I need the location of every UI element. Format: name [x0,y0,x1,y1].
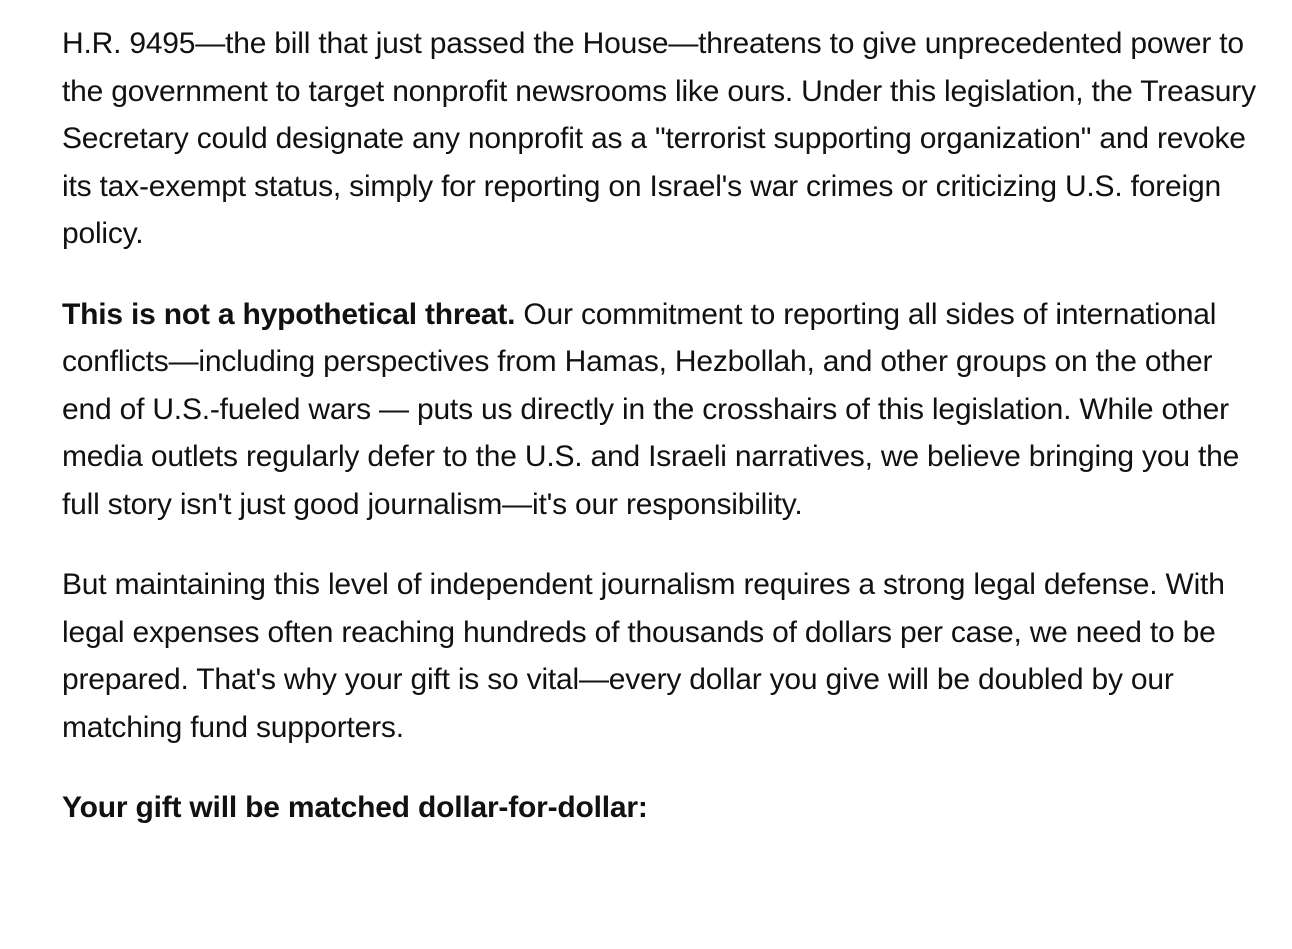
matching-heading: Your gift will be matched dollar-for-dollar: [62,791,648,824]
article-body [62,20,1262,832]
threat-body: Our commitment to reporting all sides of international conflicts—including perspectives from Hamas, Hezbollah, and other groups on the other end of U.S.-fueled wars — puts us directly in the crosshairs of this legislation. While other media outlets regularly defer to the U.S. and Israeli narratives, we believe bringing you the full story isn't just good journalism—it's our responsibility. [62,297,1240,521]
paragraph-bill-description: H.R. 9495—the bill that just passed the House—threatens to give unprecedented power to the government to target nonprofit newsrooms like ours. Under this legislation, the Treasury Secretary could designate any nonprofit as a "terrorist supporting organization" and revoke its tax-exempt status, simply for reporting on Israel's war crimes or criticizing U.S. foreign policy. [62,27,1256,250]
paragraph-threat [62,291,1262,529]
paragraph-legal-defense: But maintaining this level of independent journalism requires a strong legal defense. With legal expenses often reaching hundreds of thousands of dollars per case, we need to be prepared. That's why your gift is so vital—every dollar you give will be doubled by our matching fund supporters. [62,568,1225,744]
threat-heading: This is not a hypothetical threat. [62,297,516,331]
